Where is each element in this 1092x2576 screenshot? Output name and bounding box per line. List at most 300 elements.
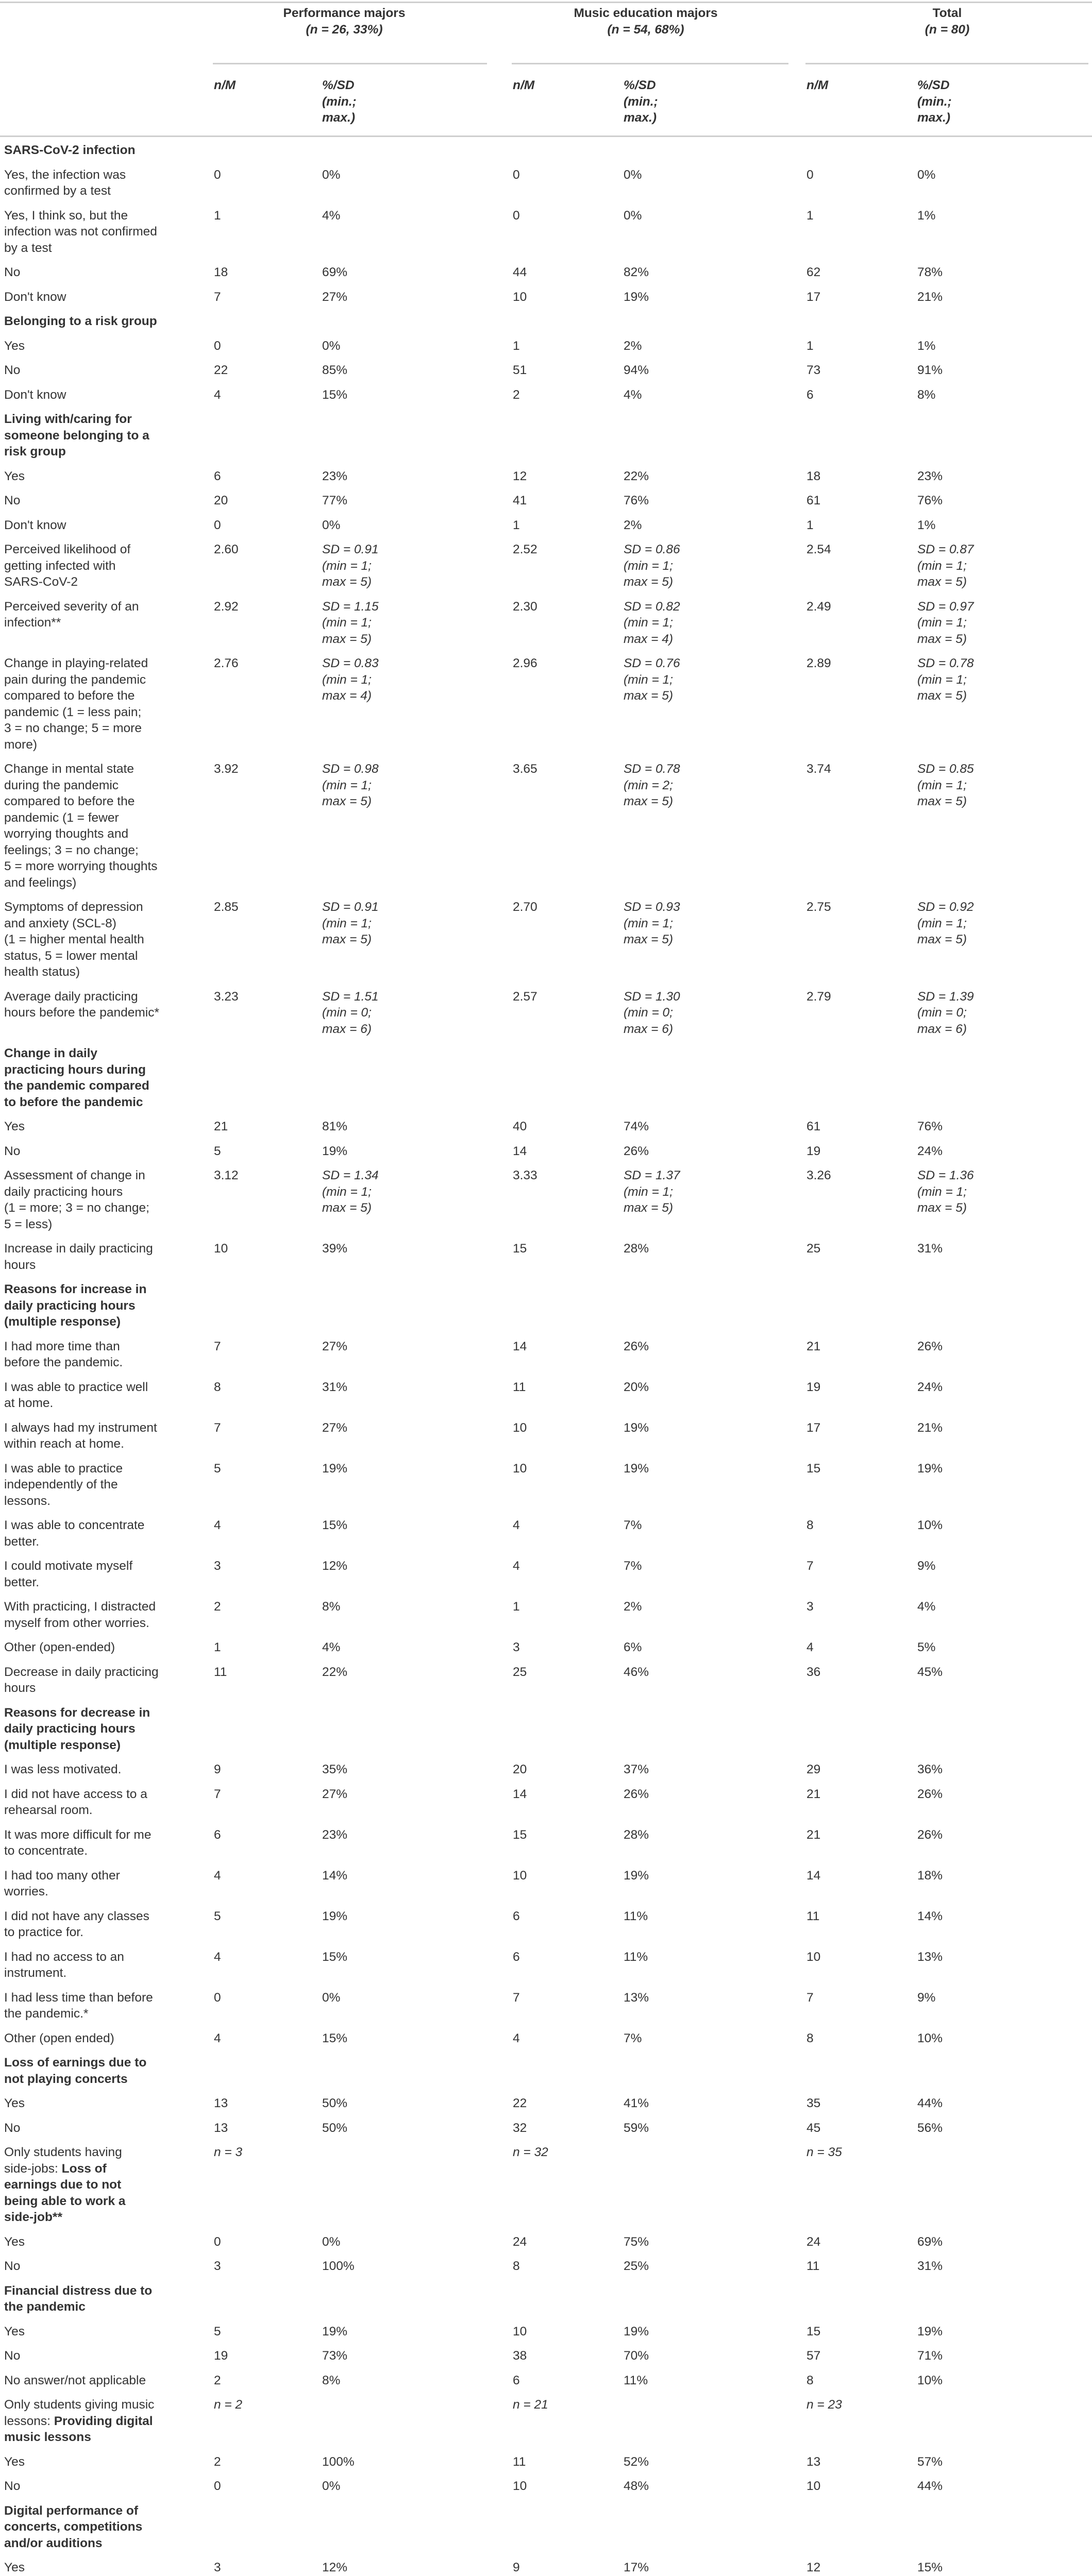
cell-pct-sd: 14% — [917, 1909, 943, 1923]
cell-n-m: 6 — [513, 1909, 520, 1923]
cell-n-m: 3.33 — [513, 1168, 537, 1182]
cell-pct-sd: 15% — [322, 2031, 348, 2045]
cell-n-m: 7 — [807, 1559, 814, 1573]
cell-pct-sd: 28% — [624, 1827, 649, 1842]
cell-n-m: 0 — [807, 167, 814, 182]
cell-n-m: 13 — [214, 2096, 228, 2110]
row-label-text: Financial distress due to the pandemic — [4, 2283, 153, 2314]
cell-pct-sd: 0% — [322, 2234, 341, 2249]
cell-n-m: 8 — [214, 1380, 221, 1394]
section-title — [4, 1045, 208, 1110]
cell-pct-sd: 25% — [624, 2259, 649, 2273]
cell-n-m: 1 — [513, 338, 520, 353]
cell-n-m: 9 — [513, 2561, 520, 2574]
column-group-header — [481, 5, 811, 38]
group-divider — [213, 63, 487, 64]
cell-n-m: 2.49 — [807, 599, 831, 614]
row-label-bold: Loss of earnings due to not being able to work a side-job** — [4, 2161, 126, 2224]
cell-pct-sd: 1% — [917, 338, 936, 353]
row-label — [4, 2120, 208, 2137]
cell-pct-sd: 0% — [624, 167, 642, 182]
cell-pct-sd: 19% — [624, 1868, 649, 1883]
cell-pct-sd: 21% — [917, 1420, 943, 1435]
cell-n-m: 19 — [807, 1380, 821, 1394]
cell-n-m: 21 — [807, 1339, 821, 1353]
cell-pct-sd: 24% — [917, 1144, 943, 1158]
cell-n-m: 40 — [513, 1120, 527, 1133]
cell-pct-sd: 94% — [624, 363, 649, 377]
row-label — [4, 1908, 208, 1941]
row-label-text: Reasons for decrease in daily practicing hours (multiple response) — [4, 1705, 150, 1752]
cell-pct-sd: SD = 0.91 (min = 1; max = 5) — [322, 543, 379, 589]
column-group-name: Performance majors — [283, 6, 406, 20]
cell-pct-sd: 81% — [322, 1120, 348, 1133]
cell-n-m: 2 — [214, 2454, 221, 2469]
cell-n-m: 11 — [807, 1909, 820, 1923]
cell-pct-sd: 31% — [917, 2259, 943, 2273]
cell-pct-sd: SD = 1.51 (min = 0; max = 6) — [322, 989, 379, 1036]
cell-n-m: 12 — [513, 469, 527, 483]
cell-n-m: 4 — [214, 1868, 221, 1883]
cell-pct-sd: 19% — [322, 1144, 348, 1158]
row-label-text: Yes — [4, 2561, 25, 2574]
row-label-text: Yes, I think so, but the infection was not confirmed by a test — [4, 208, 157, 255]
column-group-header — [782, 5, 1092, 38]
cell-n-m: 3 — [807, 1600, 814, 1614]
row-label-text: Don't know — [4, 518, 66, 532]
cell-n-m: 3.26 — [807, 1168, 831, 1182]
cell-n-m: 25 — [807, 1242, 821, 1256]
cell-n-m: 14 — [807, 1868, 821, 1883]
cell-pct-sd: 13% — [624, 1990, 649, 2005]
cell-n-m: 3 — [214, 1559, 221, 1573]
cell-pct-sd: 27% — [322, 1420, 348, 1435]
cell-pct-sd: 100% — [322, 2259, 355, 2273]
row-label — [4, 2454, 208, 2470]
row-label — [4, 1868, 208, 1900]
row-label-text: I did not have any classes to practice for. — [4, 1909, 149, 1939]
cell-n-m: 2.79 — [807, 989, 831, 1004]
row-label — [4, 1143, 208, 1160]
row-label — [4, 1118, 208, 1135]
row-label — [4, 1338, 208, 1371]
cell-n-m: 3.23 — [214, 989, 239, 1004]
cell-n-m: 38 — [513, 2349, 527, 2363]
cell-n-m: 8 — [807, 2031, 814, 2045]
cell-n-m: 0 — [214, 2234, 221, 2249]
cell-pct-sd: 85% — [322, 363, 348, 377]
cell-pct-sd: 22% — [624, 469, 649, 483]
row-label-text: Only students having side-jobs: — [4, 2145, 122, 2176]
cell-pct-sd: 37% — [624, 1762, 649, 1776]
row-label-text: Yes — [4, 2454, 25, 2469]
cell-n-m: 17 — [807, 290, 821, 304]
row-label-text: Increase in daily practicing hours — [4, 1242, 153, 1272]
column-header-n-m: n/M — [807, 78, 829, 92]
cell-n-m: n = 2 — [214, 2398, 243, 2412]
row-label-text: Loss of earnings due to not playing concerts — [4, 2056, 147, 2086]
cell-n-m: 13 — [807, 2454, 821, 2469]
cell-n-m: 22 — [214, 363, 228, 377]
cell-pct-sd: 8% — [322, 2373, 341, 2387]
cell-n-m: 0 — [214, 2479, 221, 2493]
cell-pct-sd: 76% — [624, 494, 649, 507]
row-label-text: No — [4, 2121, 21, 2135]
row-label — [4, 989, 208, 1021]
cell-pct-sd: 28% — [624, 1242, 649, 1256]
cell-n-m: 4 — [807, 1640, 814, 1654]
cell-pct-sd: 0% — [322, 518, 341, 532]
cell-n-m: 19 — [214, 2349, 228, 2363]
cell-n-m: 2.89 — [807, 656, 831, 670]
row-label-text: Yes — [4, 338, 25, 353]
cell-pct-sd: 9% — [917, 1990, 936, 2005]
cell-pct-sd: 4% — [322, 208, 341, 223]
row-label — [4, 1599, 208, 1631]
cell-n-m: 10 — [513, 1420, 527, 1435]
cell-n-m: 3 — [214, 2259, 221, 2273]
cell-n-m: 0 — [513, 167, 520, 182]
row-label-text: I had no access to an instrument. — [4, 1950, 124, 1980]
cell-n-m: 10 — [214, 1242, 228, 1256]
row-label-text: No — [4, 2349, 21, 2363]
row-label-text: Living with/caring for someone belonging to a risk group — [4, 412, 149, 459]
cell-n-m: 10 — [807, 1950, 821, 1964]
column-header-n-m: n/M — [214, 78, 236, 92]
cell-pct-sd: 31% — [322, 1380, 348, 1394]
cell-n-m: 61 — [807, 494, 821, 507]
row-label-text: With practicing, I distracted myself from other worries. — [4, 1600, 156, 1630]
row-label — [4, 362, 208, 379]
cell-n-m: 3.12 — [214, 1168, 239, 1182]
cell-pct-sd: 23% — [322, 469, 348, 483]
cell-n-m: 15 — [513, 1827, 527, 1842]
cell-pct-sd: 2% — [624, 518, 642, 532]
cell-n-m: 13 — [214, 2121, 228, 2135]
cell-n-m: 4 — [513, 1559, 520, 1573]
cell-n-m: 4 — [513, 2031, 520, 2045]
cell-pct-sd: 46% — [624, 1665, 649, 1679]
cell-pct-sd: 73% — [322, 2349, 348, 2363]
cell-n-m: 62 — [807, 265, 821, 279]
cell-n-m: 5 — [214, 1461, 221, 1476]
row-label-text: I could motivate myself better. — [4, 1559, 133, 1589]
row-label-text: Perceived likelihood of getting infected with SARS-CoV-2 — [4, 543, 131, 589]
cell-pct-sd: 4% — [322, 1640, 341, 1654]
cell-pct-sd: 17% — [624, 2561, 649, 2574]
row-label-text: I was able to practice independently of the lessons. — [4, 1461, 123, 1508]
cell-pct-sd: 8% — [322, 1600, 341, 1614]
row-label — [4, 289, 208, 306]
cell-pct-sd: 48% — [624, 2479, 649, 2493]
row-label — [4, 1558, 208, 1590]
row-label-text: I did not have access to a rehearsal room. — [4, 1787, 147, 1817]
cell-pct-sd: SD = 1.34 (min = 1; max = 5) — [322, 1168, 379, 1215]
cell-n-m: 2.52 — [513, 543, 537, 556]
cell-n-m: 8 — [807, 2373, 814, 2387]
cell-pct-sd: 77% — [322, 494, 348, 507]
cell-n-m: 36 — [807, 1665, 821, 1679]
cell-n-m: 10 — [513, 2324, 527, 2338]
row-label-text: Assessment of change in daily practicing hours (1 = more; 3 = no change; 5 = less) — [4, 1168, 149, 1231]
cell-n-m: 21 — [214, 1120, 228, 1133]
cell-pct-sd: 36% — [917, 1762, 943, 1776]
row-label-text: I had less time than before the pandemic.* — [4, 1990, 153, 2021]
cell-pct-sd: 8% — [917, 387, 936, 402]
cell-n-m: 3.65 — [513, 762, 537, 776]
cell-pct-sd: 69% — [322, 265, 348, 279]
cell-n-m: 19 — [807, 1144, 821, 1158]
column-group-name: Music education majors — [574, 6, 718, 20]
row-label — [4, 2144, 208, 2226]
row-label — [4, 1420, 208, 1452]
cell-pct-sd: 19% — [624, 1461, 649, 1476]
row-label — [4, 1461, 208, 1510]
cell-n-m: 2.57 — [513, 989, 537, 1004]
cell-n-m: n = 35 — [807, 2145, 842, 2159]
row-label-text: Average daily practicing hours before the pandemic* — [4, 989, 159, 1020]
cell-pct-sd: 50% — [322, 2096, 348, 2110]
column-header-n-m: n/M — [513, 78, 535, 92]
row-label-text: Perceived severity of an infection** — [4, 599, 139, 630]
row-label-text: I had more time than before the pandemic. — [4, 1339, 123, 1369]
row-label-text: I was less motivated. — [4, 1762, 122, 1776]
cell-pct-sd: 82% — [624, 265, 649, 279]
row-label-text: No — [4, 494, 21, 507]
cell-pct-sd: 15% — [322, 387, 348, 402]
cell-pct-sd: 59% — [624, 2121, 649, 2135]
cell-pct-sd: SD = 0.97 (min = 1; max = 5) — [917, 599, 974, 646]
cell-n-m: 11 — [807, 2259, 820, 2273]
cell-n-m: 29 — [807, 1762, 821, 1776]
cell-n-m: 11 — [513, 2454, 526, 2469]
cell-pct-sd: SD = 0.82 (min = 1; max = 4) — [624, 599, 680, 646]
cell-pct-sd: 45% — [917, 1665, 943, 1679]
cell-pct-sd: 35% — [322, 1762, 348, 1776]
cell-n-m: 10 — [513, 1461, 527, 1476]
row-label — [4, 2234, 208, 2250]
cell-n-m: 7 — [214, 1787, 221, 1801]
cell-n-m: 45 — [807, 2121, 821, 2135]
cell-n-m: 14 — [513, 1339, 527, 1353]
row-label-text: It was more difficult for me to concentrate. — [4, 1827, 152, 1858]
cell-n-m: 1 — [807, 518, 814, 532]
group-divider — [805, 63, 1088, 64]
row-label-text: Yes — [4, 1120, 25, 1133]
row-label-text: I was able to practice well at home. — [4, 1380, 148, 1410]
row-label-text: Change in daily practicing hours during the pandemic compared to before the pandemic — [4, 1046, 149, 1109]
cell-n-m: 2.54 — [807, 543, 831, 556]
cell-n-m: 4 — [214, 1950, 221, 1964]
row-label — [4, 1949, 208, 1981]
cell-pct-sd: 7% — [624, 2031, 642, 2045]
row-label-text: No — [4, 363, 21, 377]
row-label-text: I had too many other worries. — [4, 1868, 120, 1899]
row-label-text: Yes — [4, 2234, 25, 2249]
row-label — [4, 2372, 208, 2389]
row-label-text: SARS-CoV-2 infection — [4, 143, 136, 157]
row-label-text: Yes, the infection was confirmed by a test — [4, 167, 126, 198]
cell-pct-sd: 50% — [322, 2121, 348, 2135]
cell-n-m: 3 — [513, 1640, 520, 1654]
cell-pct-sd: 26% — [917, 1787, 943, 1801]
cell-n-m: 2.60 — [214, 543, 239, 556]
cell-pct-sd: 10% — [917, 2031, 943, 2045]
row-label-text: Don't know — [4, 387, 66, 402]
cell-pct-sd: 71% — [917, 2349, 943, 2363]
section-title — [4, 2055, 208, 2087]
cell-n-m: 24 — [513, 2234, 527, 2249]
cell-pct-sd: SD = 0.76 (min = 1; max = 5) — [624, 656, 680, 703]
row-label — [4, 2095, 208, 2112]
cell-n-m: 6 — [807, 387, 814, 402]
cell-pct-sd: 12% — [322, 2561, 348, 2574]
row-label — [4, 2478, 208, 2495]
cell-pct-sd: SD = 1.30 (min = 0; max = 6) — [624, 989, 680, 1036]
group-divider — [512, 63, 788, 64]
cell-n-m: 10 — [807, 2479, 821, 2493]
cell-n-m: 0 — [214, 518, 221, 532]
cell-n-m: 3 — [214, 2561, 221, 2574]
cell-n-m: 2.30 — [513, 599, 537, 614]
cell-pct-sd: 15% — [322, 1950, 348, 1964]
row-label — [4, 1639, 208, 1656]
cell-n-m: 0 — [214, 1990, 221, 2005]
cell-pct-sd: 23% — [917, 469, 943, 483]
cell-n-m: n = 23 — [807, 2398, 842, 2412]
cell-n-m: 21 — [807, 1787, 821, 1801]
cell-n-m: 6 — [214, 469, 221, 483]
cell-pct-sd: 24% — [917, 1380, 943, 1394]
cell-pct-sd: 19% — [624, 1420, 649, 1435]
row-label-text: Reasons for increase in daily practicing hours (multiple response) — [4, 1282, 147, 1329]
cell-n-m: 3.92 — [214, 762, 239, 776]
cell-n-m: 0 — [214, 167, 221, 182]
cell-pct-sd: 27% — [322, 290, 348, 304]
cell-pct-sd: 0% — [917, 167, 936, 182]
row-label-text: No — [4, 2479, 21, 2493]
cell-pct-sd: SD = 0.85 (min = 1; max = 5) — [917, 762, 974, 808]
cell-n-m: 44 — [513, 265, 527, 279]
cell-pct-sd: 11% — [624, 2373, 648, 2387]
cell-n-m: 6 — [513, 2373, 520, 2387]
cell-n-m: n = 3 — [214, 2145, 243, 2159]
row-label — [4, 1379, 208, 1412]
cell-n-m: 41 — [513, 494, 527, 507]
cell-n-m: 1 — [214, 1640, 221, 1654]
cell-n-m: 20 — [214, 494, 228, 507]
cell-n-m: 15 — [807, 1461, 821, 1476]
cell-pct-sd: 19% — [322, 1461, 348, 1476]
cell-n-m: 11 — [513, 1380, 526, 1394]
row-label — [4, 468, 208, 485]
cell-n-m: 10 — [513, 2479, 527, 2493]
cell-n-m: 57 — [807, 2349, 821, 2363]
cell-pct-sd: SD = 1.15 (min = 1; max = 5) — [322, 599, 379, 646]
cell-n-m: 5 — [214, 2324, 221, 2338]
cell-n-m: 7 — [807, 1990, 814, 2005]
row-label — [4, 1664, 208, 1697]
row-label — [4, 599, 208, 631]
cell-n-m: 20 — [513, 1762, 527, 1776]
cell-pct-sd: 2% — [624, 1600, 642, 1614]
cell-pct-sd: 26% — [624, 1144, 649, 1158]
row-label-text: Digital performance of concerts, competitions and/or auditions — [4, 2503, 143, 2550]
cell-pct-sd: SD = 0.86 (min = 1; max = 5) — [624, 543, 680, 589]
cell-n-m: 35 — [807, 2096, 821, 2110]
cell-pct-sd: 69% — [917, 2234, 943, 2249]
cell-pct-sd: SD = 0.93 (min = 1; max = 5) — [624, 900, 680, 946]
cell-pct-sd: 75% — [624, 2234, 649, 2249]
cell-n-m: 12 — [807, 2561, 821, 2574]
section-title — [4, 142, 208, 159]
cell-pct-sd: 0% — [322, 167, 341, 182]
cell-pct-sd: 26% — [624, 1339, 649, 1353]
row-label — [4, 1990, 208, 2022]
cell-pct-sd: 9% — [917, 1559, 936, 1573]
cell-pct-sd: 23% — [322, 1827, 348, 1842]
row-label-text: No — [4, 2259, 21, 2273]
cell-n-m: 51 — [513, 363, 527, 377]
column-header-pct-sd: %/SD (min.; max.) — [917, 78, 952, 125]
column-group-size: (n = 54, 68%) — [607, 22, 684, 37]
cell-pct-sd: 15% — [322, 1518, 348, 1532]
row-label-text: Belonging to a risk group — [4, 314, 157, 328]
cell-pct-sd: 74% — [624, 1120, 649, 1133]
cell-n-m: 2.96 — [513, 656, 537, 670]
cell-pct-sd: 70% — [624, 2349, 649, 2363]
cell-pct-sd: 0% — [322, 1990, 341, 2005]
row-label — [4, 493, 208, 509]
cell-pct-sd: 0% — [322, 338, 341, 353]
cell-n-m: 2.76 — [214, 656, 239, 670]
row-label-text: Yes — [4, 2324, 25, 2338]
row-label — [4, 1786, 208, 1819]
row-label-text: I always had my instrument within reach at home. — [4, 1420, 157, 1451]
cell-pct-sd: 56% — [917, 2121, 943, 2135]
cell-pct-sd: 20% — [624, 1380, 649, 1394]
cell-pct-sd: 31% — [917, 1242, 943, 1256]
row-label-text: Other (open ended) — [4, 2031, 114, 2045]
cell-n-m: 6 — [513, 1950, 520, 1964]
row-label — [4, 655, 208, 753]
row-label — [4, 2258, 208, 2275]
row-label — [4, 541, 208, 590]
cell-pct-sd: 4% — [917, 1600, 936, 1614]
cell-pct-sd: 19% — [624, 290, 649, 304]
cell-pct-sd: 76% — [917, 1120, 943, 1133]
cell-n-m: 4 — [513, 1518, 520, 1532]
cell-pct-sd: 27% — [322, 1787, 348, 1801]
row-label — [4, 2348, 208, 2364]
cell-pct-sd: 26% — [917, 1339, 943, 1353]
table-top-rule — [0, 2, 1092, 3]
cell-n-m: 2.85 — [214, 900, 239, 914]
cell-pct-sd: 7% — [624, 1559, 642, 1573]
cell-n-m: 8 — [807, 1518, 814, 1532]
header-bottom-rule — [0, 135, 1092, 137]
cell-n-m: 2 — [214, 1600, 221, 1614]
cell-n-m: 11 — [214, 1665, 227, 1679]
cell-pct-sd: 11% — [624, 1909, 648, 1923]
cell-pct-sd: 19% — [917, 2324, 943, 2338]
row-label-text: No — [4, 265, 21, 279]
cell-pct-sd: 18% — [917, 1868, 943, 1883]
cell-n-m: 73 — [807, 363, 821, 377]
section-title — [4, 313, 208, 330]
cell-n-m: 1 — [513, 1600, 520, 1614]
cell-pct-sd: 10% — [917, 1518, 943, 1532]
